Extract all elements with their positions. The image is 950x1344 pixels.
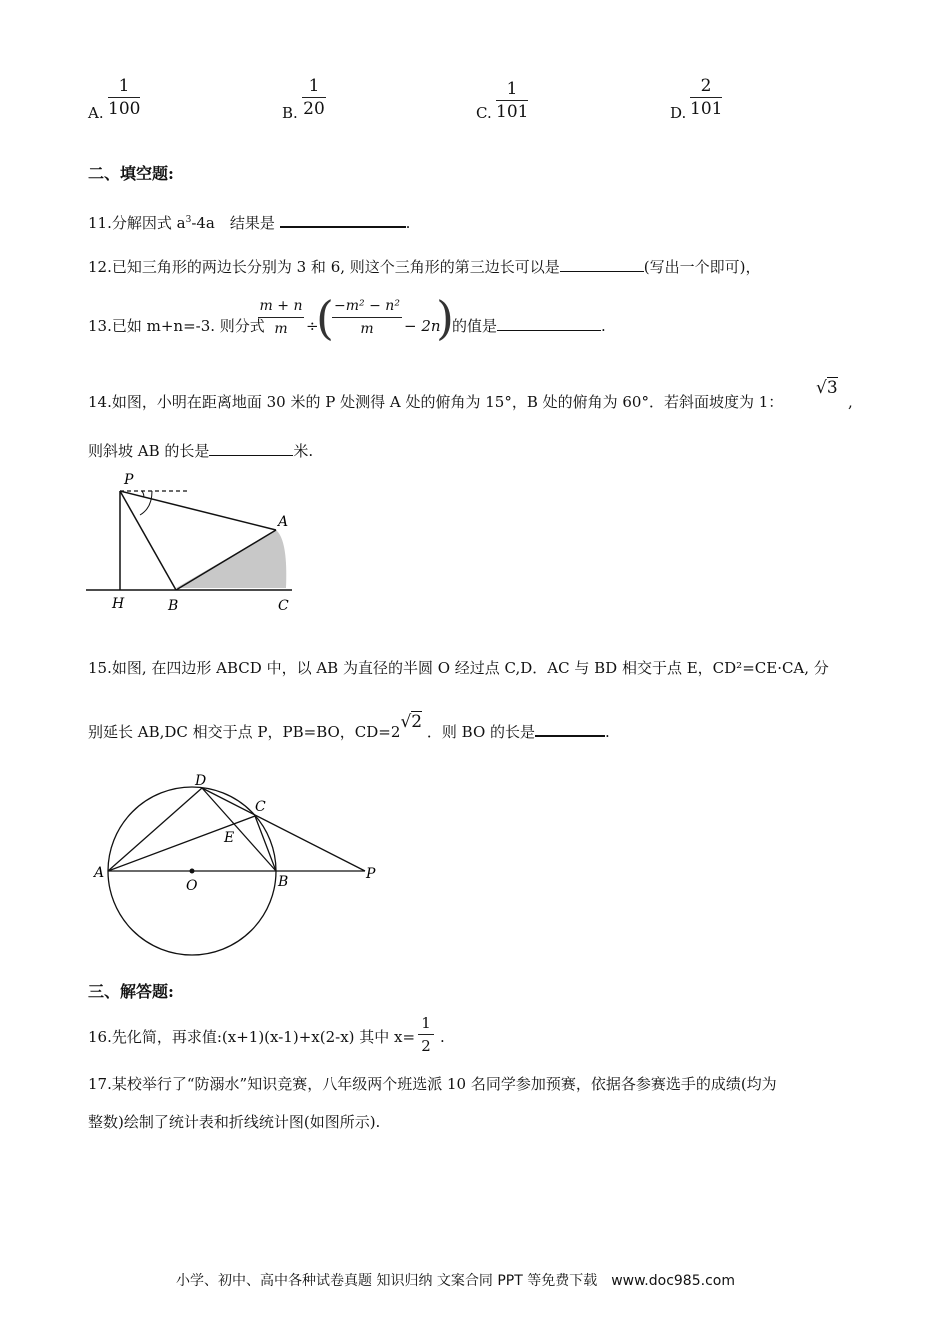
q17-line-2: 整数)绘制了统计表和折线统计图(如图所示). [88, 1113, 381, 1131]
option-c-label: C. [476, 104, 492, 122]
fig15-label-o: O [186, 878, 198, 894]
q13-prefix: 13.已如 m+n=-3. 则分式 [88, 317, 265, 335]
q15-end: . [605, 723, 610, 741]
q12-answer-blank[interactable] [560, 257, 644, 272]
q15-answer-blank[interactable] [535, 721, 605, 737]
option-b-numerator: 1 [308, 76, 320, 96]
page-footer: 小学、初中、高中各种试卷真题 知识归纳 文案合同 PPT 等免费下载 www.doc985.com [176, 1273, 735, 1289]
option-a-label: A. [88, 104, 104, 122]
q16-end: . [440, 1028, 445, 1046]
q17-line-1: 17.某校举行了“防溺水”知识竞赛，八年级两个班选派 10 名同学参加预赛，依据各参赛选手的成绩(均为 [88, 1075, 777, 1093]
fig15-label-a: A [94, 865, 105, 881]
q16-denominator: 2 [421, 1037, 431, 1055]
fig14-label-b: B [168, 598, 179, 614]
q15-line-2: 别延长 AB,DC 相交于点 P，PB=BO，CD=2√2 ．则 BO 的长是 . [88, 712, 610, 741]
q11-answer-blank[interactable] [280, 212, 406, 228]
q13-minus-2n: − 2n [404, 317, 441, 335]
q13-answer-blank[interactable] [497, 316, 601, 331]
fig15-label-e: E [224, 830, 235, 846]
q13-fraction-2-denominator: m [360, 321, 374, 337]
question-11 [88, 210, 410, 233]
q13-fraction-1-numerator: m + n [259, 298, 303, 314]
option-c-fraction [496, 79, 528, 122]
option-c-numerator: 1 [506, 79, 518, 99]
fig14-line-pb [120, 491, 176, 590]
fig15-label-b: B [278, 874, 289, 890]
q13-fraction-2-numerator: −m² − n² [334, 298, 400, 314]
q16-numerator: 1 [421, 1014, 431, 1032]
section-heading-fill-in: 二、填空题: [88, 164, 174, 183]
q13-divide-sign: ÷ [306, 317, 319, 335]
figure-14 [82, 470, 302, 618]
q11-exponent: 3 [185, 215, 192, 225]
q13-left-paren: ( [316, 291, 334, 345]
q14-sqrt-radicand: 3 [826, 378, 838, 398]
q16-fraction [418, 1013, 434, 1056]
q15-line-1: 15.如图, 在四边形 ABCD 中，以 AB 为直径的半圆 O 经过点 C,D．AC 与 BD 相交于点 E，CD²=CE·CA, 分 [88, 659, 829, 677]
q14-answer-blank[interactable] [209, 441, 293, 456]
q11-suffix: -4a 结果是 [191, 214, 275, 232]
q13-fraction-1-denominator: m [274, 321, 288, 337]
fig14-label-h: H [112, 596, 125, 612]
q11-prefix: 11.分解因式 a [88, 214, 186, 232]
section-heading-answer: 三、解答题: [88, 982, 174, 1001]
q16-prefix: 16.先化简，再求值:(x+1)(x-1)+x(2-x) 其中 x= [88, 1028, 416, 1046]
q13-right-paren: ) [436, 291, 454, 345]
fig14-label-p: P [124, 472, 134, 488]
fig15-line-ad [108, 788, 202, 871]
q12-prefix: 12.已知三角形的两边长分别为 3 和 6, 则这个三角形的第三边长可以是 [88, 258, 560, 276]
q15-line-2-suffix: ．则 BO 的长是 [426, 723, 536, 741]
q15-sqrt-radicand: 2 [411, 712, 423, 732]
q14-comma: , [848, 393, 853, 411]
q14-line-1: 14.如图，小明在距离地面 30 米的 P 处测得 A 处的俯角为 15°，B 处的俯角为 60°．若斜面坡度为 1： [88, 393, 784, 411]
q14-line-2 [88, 441, 313, 461]
fig14-label-a: A [278, 514, 289, 530]
fig14-angle-arc-large [140, 491, 152, 515]
q13-fraction-2 [332, 296, 402, 339]
q11-end: . [405, 214, 411, 232]
figure-15 [88, 766, 388, 962]
q13-fraction-1 [258, 296, 304, 339]
q13-suffix: 的值是 [452, 317, 498, 335]
fig15-label-p: P [366, 866, 376, 882]
option-d-label: D. [670, 104, 687, 122]
option-b-label: B. [282, 104, 298, 122]
q14-line-2-prefix: 则斜坡 AB 的长是 [88, 442, 210, 460]
q14-sqrt: √3 [816, 378, 838, 398]
option-b-fraction [302, 76, 326, 119]
option-a-denominator: 100 [108, 99, 141, 119]
q15-line-2-prefix: 别延长 AB,DC 相交于点 P，PB=BO，CD=2 [88, 723, 401, 741]
fig15-center-dot [190, 869, 195, 874]
option-d-denominator: 101 [690, 99, 723, 119]
question-12 [88, 257, 761, 277]
fig14-label-c: C [278, 598, 289, 614]
q13-tail [452, 316, 606, 336]
option-b-denominator: 20 [303, 99, 325, 119]
option-a-numerator: 1 [118, 76, 130, 96]
option-c-denominator: 101 [496, 102, 529, 122]
option-d-numerator: 2 [700, 76, 712, 96]
fig15-label-c: C [255, 799, 266, 815]
option-a-fraction [108, 76, 140, 119]
q12-suffix: (写出一个即可)， [643, 258, 761, 276]
fig15-label-d: D [195, 773, 207, 789]
q14-line-2-suffix: 米. [293, 442, 314, 460]
option-d-fraction [690, 76, 722, 119]
q13-end: . [601, 317, 606, 335]
